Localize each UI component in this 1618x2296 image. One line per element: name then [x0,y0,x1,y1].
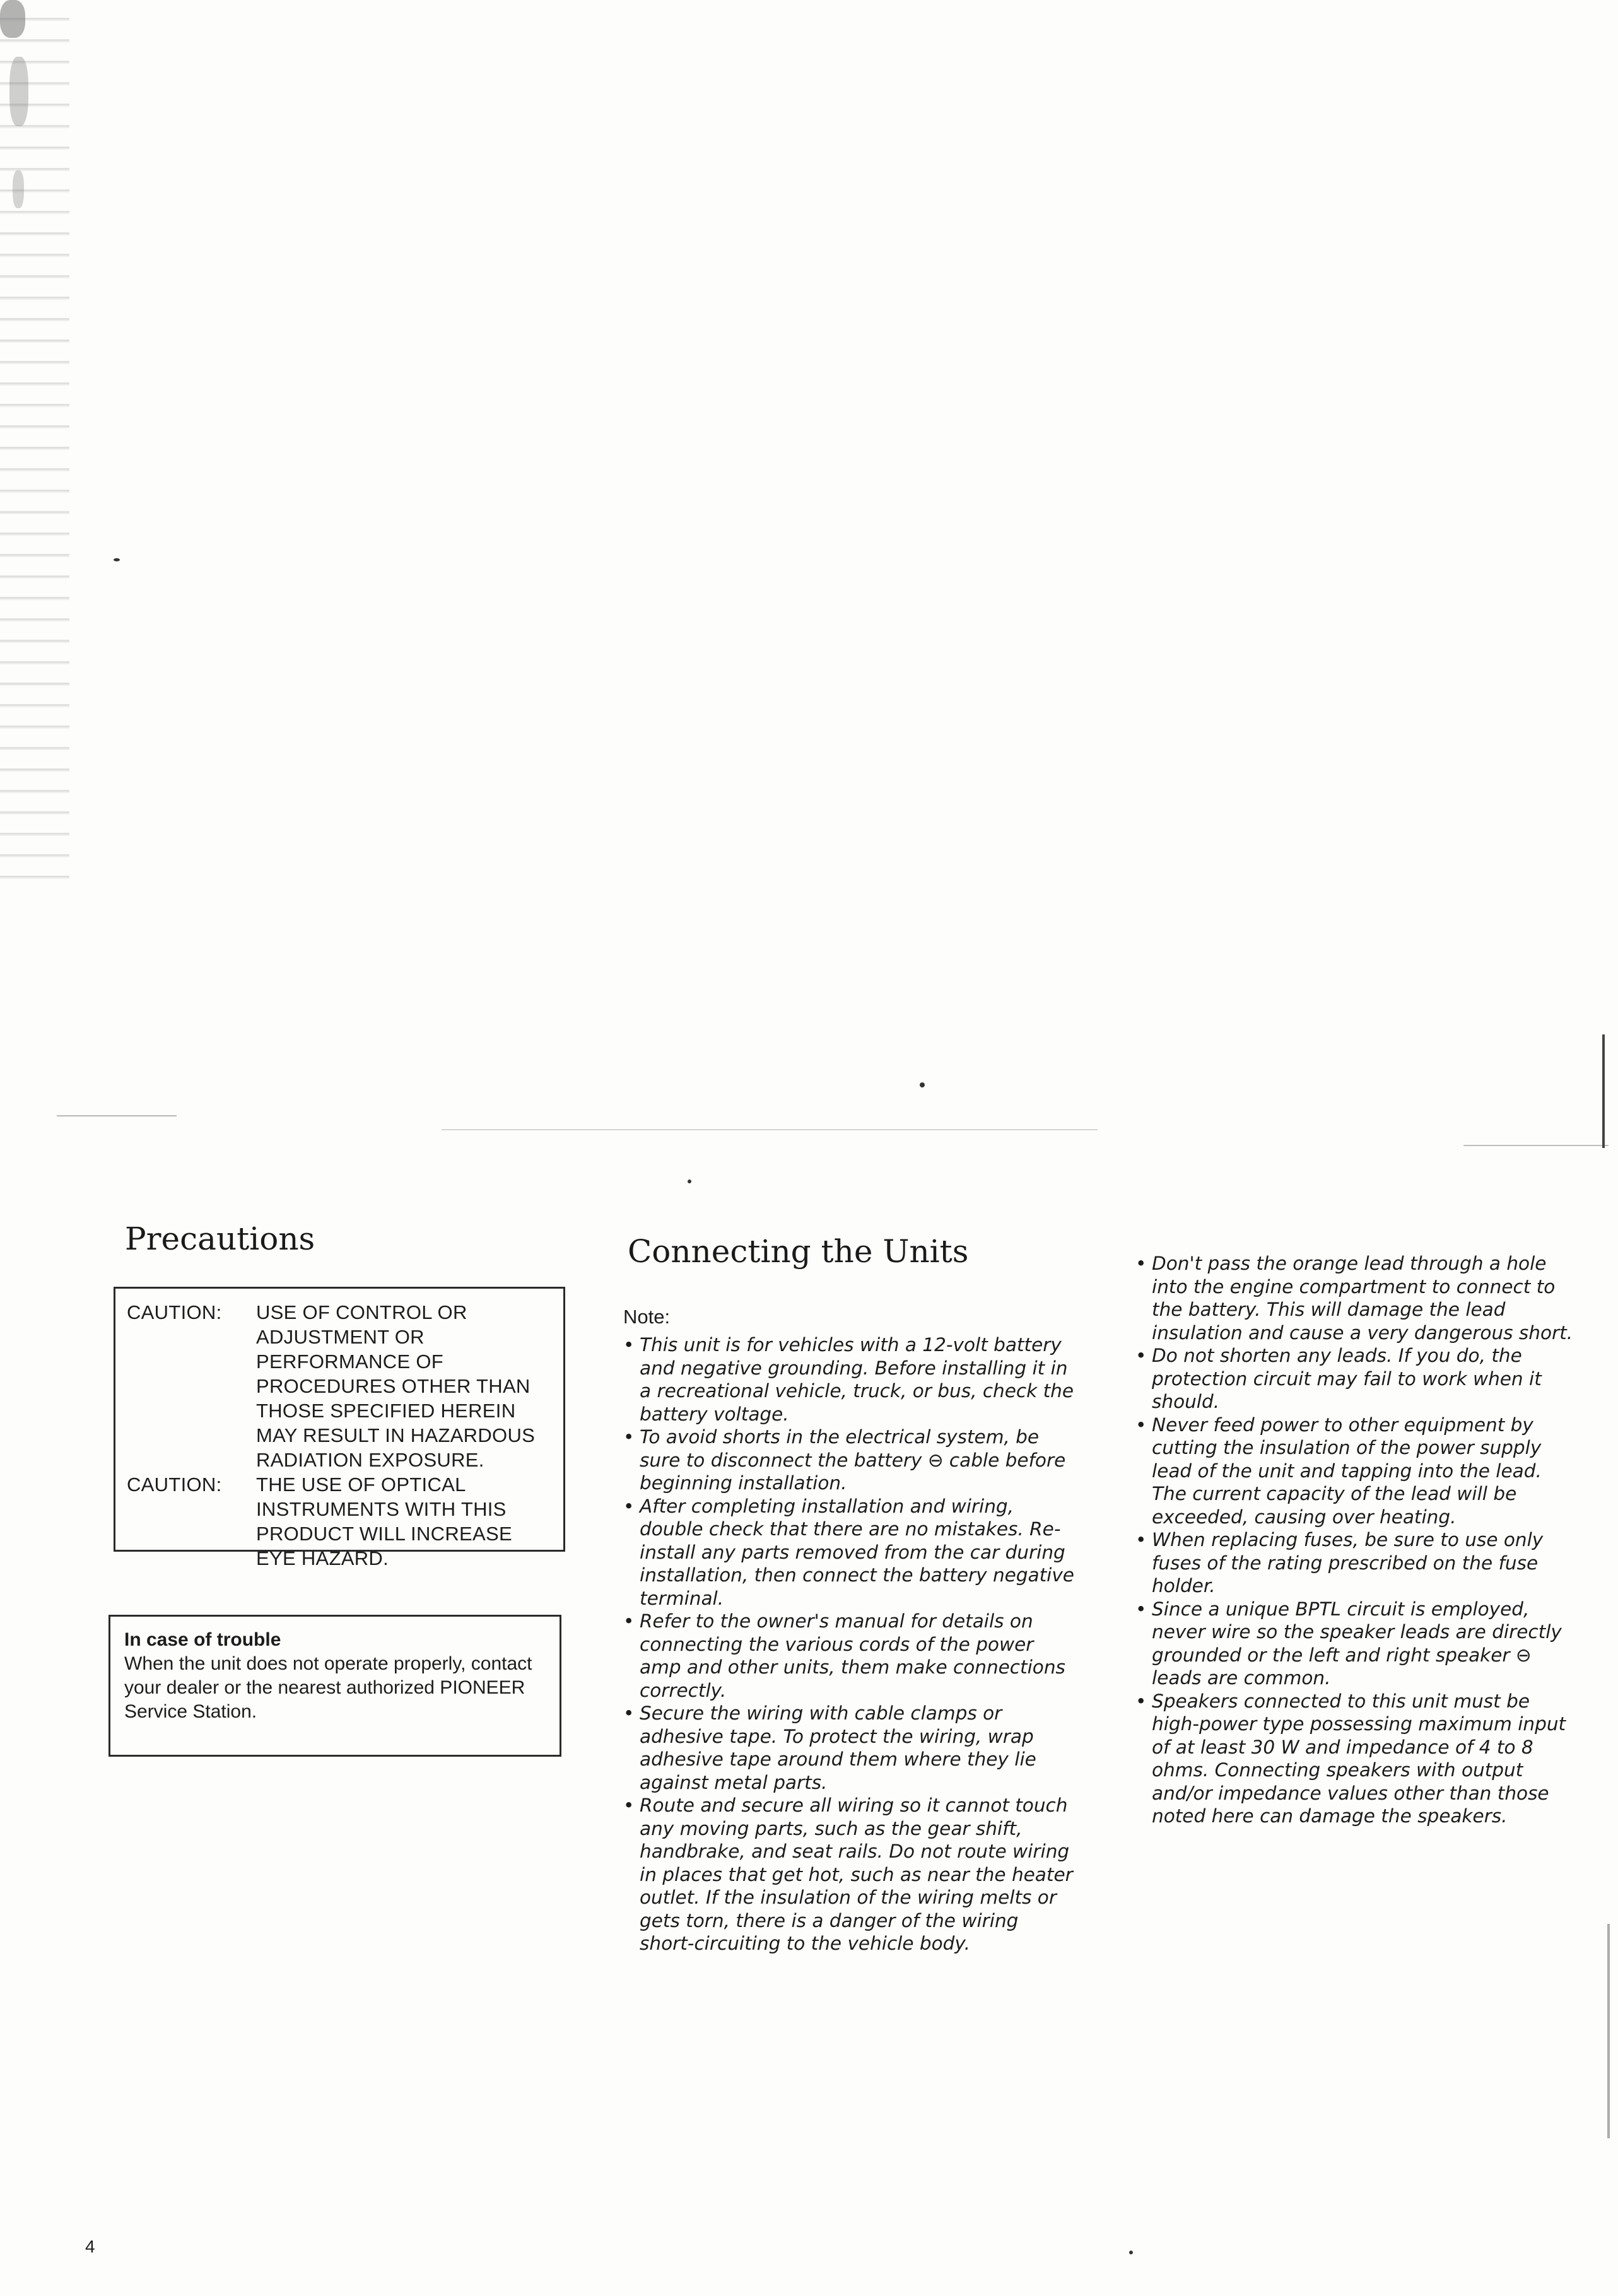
scan-top-rule [57,1115,177,1116]
caution-text: USE OF CONTROL OR ADJUSTMENT OR PERFORMANCE OF PROCEDURES OTHER THAN THOSE SPECIFIED HEREIN MAY RESULT IN HAZARDOUS RADIATION EXPOSURE. [256,1301,536,1471]
trouble-box [108,1615,561,1757]
list-item: • After completing installation and wiring, double check that there are no mistakes. Re-install any parts removed from the car during installation, then connect the battery negative terminal. [623,1495,1077,1610]
connecting-bullets [623,1333,1077,1955]
list-item: • Secure the wiring with cable clamps or adhesive tape. To protect the wiring, wrap adhesive tape around them where they lie against metal parts. [623,1702,1077,1794]
caution-label: CAUTION: [127,1301,222,1323]
list-item: • To avoid shorts in the electrical system, be sure to disconnect the battery ⊖ cable before beginning installation. [623,1426,1077,1495]
precautions-heading: Precautions [125,1221,315,1257]
scan-blot [9,57,28,126]
scan-edge-noise [0,0,69,883]
scan-top-rule [1463,1145,1609,1146]
connecting-bullets-right [1135,1252,1577,1828]
list-item: • Route and secure all wiring so it cannot touch any moving parts, such as the gear shift, handbrake, and seat rails. Do not route wiring in places that get hot, such as near the heater outlet. If the insulation of the wiring melts or gets torn, there is a danger of the wiring short-circuiting to the vehicle body. [623,1794,1077,1955]
trouble-title: In case of trouble [124,1629,281,1650]
caution-text: THE USE OF OPTICAL INSTRUMENTS WITH THIS PRODUCT WILL INCREASE EYE HAZARD. [256,1473,512,1569]
scan-speck [1129,2251,1133,2254]
caution-item [127,1300,552,1472]
connecting-heading: Connecting the Units [628,1233,969,1270]
caution-label: CAUTION: [127,1473,222,1496]
scan-speck [114,558,120,561]
page-number: 4 [85,2237,95,2256]
trouble-text: When the unit does not operate properly, contact your dealer or the nearest authorized PIONEER Service Station. [124,1653,532,1722]
list-item: • When replacing fuses, be sure to use only fuses of the rating prescribed on the fuse holder. [1135,1528,1577,1598]
connecting-column-right [1135,1252,1577,1828]
scan-blot [0,0,25,38]
scan-speck [688,1180,691,1183]
scan-right-edge [1607,1924,1610,2138]
scan-right-edge [1602,1034,1605,1148]
list-item: • Refer to the owner's manual for details on connecting the various cords of the power amp and other units, them make connections correctly. [623,1610,1077,1702]
connecting-column [623,1306,1077,1955]
list-item: • Speakers connected to this unit must be high-power type possessing maximum input of at least 30 W and impedance of 4 to 8 ohms. Connecting speakers with output and/or impedance values other than those noted here can damage the speakers. [1135,1690,1577,1828]
scan-blot [13,170,24,208]
caution-item [127,1472,552,1571]
caution-box [114,1287,565,1569]
list-item: • Since a unique BPTL circuit is employed, never wire so the speaker leads are directly grounded or the left and right speaker ⊖ leads are common. [1135,1598,1577,1690]
list-item: • Do not shorten any leads. If you do, the protection circuit may fail to work when it should. [1135,1344,1577,1414]
list-item: • This unit is for vehicles with a 12-volt battery and negative grounding. Before installing it in a recreational vehicle, truck, or bus, check the battery voltage. [623,1333,1077,1426]
scan-top-rule [442,1129,1098,1130]
note-label: Note: [623,1306,671,1328]
list-item: • Don't pass the orange lead through a hole into the engine compartment to connect to the battery. This will damage the lead insulation and cause a very dangerous short. [1135,1252,1577,1344]
list-item: • Never feed power to other equipment by cutting the insulation of the power supply lead of the unit and tapping into the lead. The current capacity of the lead will be exceeded, causing over heating. [1135,1414,1577,1529]
scan-speck [920,1082,925,1087]
